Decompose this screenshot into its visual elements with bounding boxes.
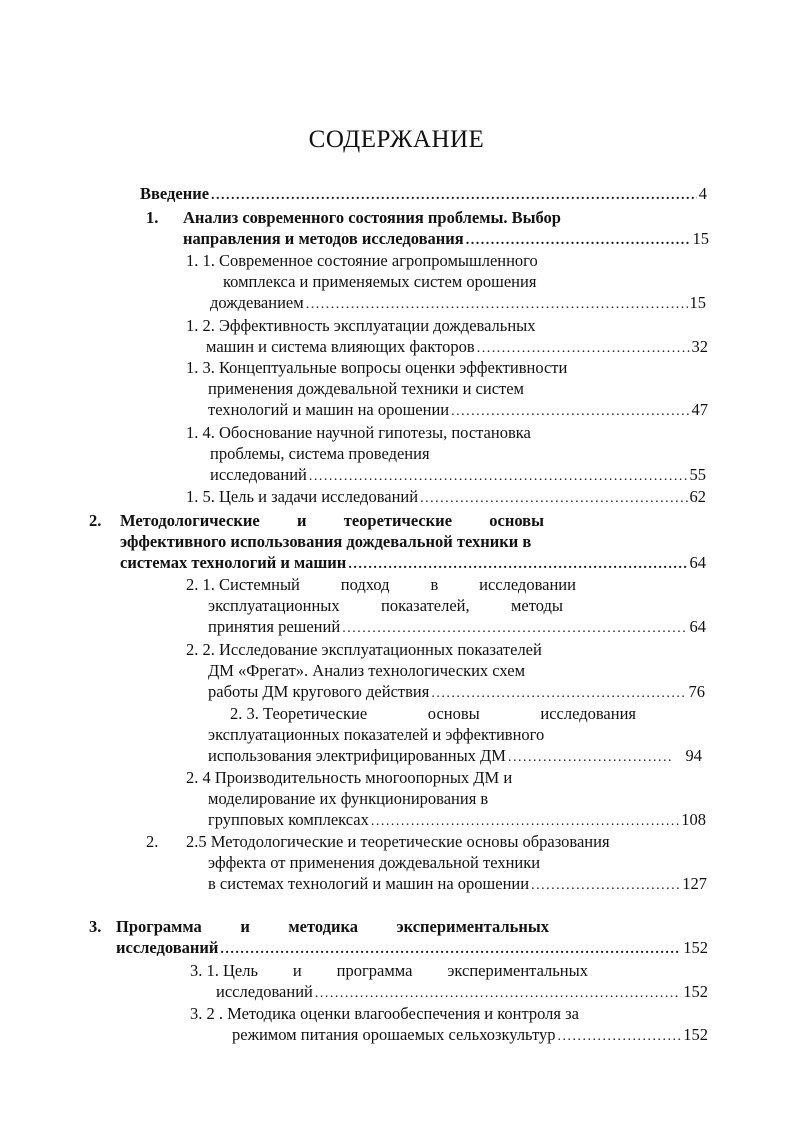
entry-word: исследования bbox=[540, 704, 636, 723]
entry-word: программа bbox=[336, 961, 413, 980]
chapter-heading bbox=[116, 917, 549, 937]
entry-word: эксплуатационных bbox=[208, 596, 340, 615]
chapter-heading: Анализ современного состояния проблемы. Выбор bbox=[183, 208, 561, 227]
toc-page-number: 55 bbox=[689, 465, 706, 484]
toc-entry-label: режимом питания орошаемых сельхозкультур bbox=[232, 1025, 556, 1044]
dot-leader bbox=[420, 489, 687, 509]
toc-entry-2-5[interactable] bbox=[208, 874, 707, 896]
entry-word: экспериментальных bbox=[447, 961, 588, 980]
dot-leader bbox=[211, 186, 697, 206]
toc-page-number: 94 bbox=[685, 746, 702, 765]
dot-leader bbox=[371, 812, 679, 832]
toc-entry-2-3[interactable] bbox=[208, 746, 702, 768]
entry-word: и bbox=[292, 961, 302, 980]
dot-leader bbox=[342, 619, 687, 639]
toc-entry-label: системах технологий и машин bbox=[120, 553, 347, 572]
toc-entry-label: Введение bbox=[140, 184, 210, 203]
chapter-heading: эффективного использования дождевальной техники в bbox=[120, 532, 532, 551]
toc-page-number: 64 bbox=[689, 553, 706, 572]
entry-word: методы bbox=[510, 596, 563, 615]
heading-word: экспериментальных bbox=[396, 917, 549, 936]
entry-word: 3. 1. Цель bbox=[190, 961, 258, 980]
toc-page-number: 32 bbox=[691, 337, 708, 356]
chapter-heading bbox=[120, 511, 544, 531]
dot-leader bbox=[220, 940, 681, 960]
toc-entry-3-1[interactable] bbox=[216, 982, 708, 1004]
toc-entry-line: комплекса и применяемых систем орошения bbox=[223, 272, 537, 291]
toc-entry-label: машин и система влияющих факторов bbox=[206, 337, 475, 356]
dot-leader bbox=[451, 402, 689, 422]
toc-entry-label: направления и методов исследования bbox=[183, 229, 464, 248]
dot-leader bbox=[477, 339, 690, 359]
dot-leader bbox=[557, 1027, 681, 1047]
toc-entry-line: 1. 3. Концептуальные вопросы оценки эффективности bbox=[186, 358, 568, 377]
toc-page-number: 64 bbox=[689, 617, 706, 636]
toc-entry-line bbox=[230, 704, 636, 724]
toc-entry-label: исследований bbox=[216, 982, 313, 1001]
dot-leader bbox=[531, 876, 680, 896]
toc-entry-line: эксплуатационных показателей и эффективного bbox=[208, 725, 545, 744]
chapter-number: 2. bbox=[146, 832, 159, 851]
heading-word: и bbox=[296, 511, 307, 530]
toc-entry-line bbox=[186, 575, 576, 595]
dot-leader bbox=[508, 748, 674, 768]
toc-entry-line bbox=[190, 961, 588, 981]
page-title: СОДЕРЖАНИЕ bbox=[308, 126, 485, 153]
chapter-number: 1. bbox=[146, 208, 159, 227]
dot-leader bbox=[315, 984, 681, 1004]
toc-entry-1-1[interactable] bbox=[210, 293, 706, 315]
toc-page-number: 15 bbox=[689, 293, 706, 312]
toc-entry-line: ДМ «Фрегат». Анализ технологических схем bbox=[208, 661, 526, 680]
dot-leader bbox=[309, 467, 688, 487]
toc-entry-line: 2. 4 Производительность многоопорных ДМ и bbox=[186, 768, 513, 787]
toc-entry-label: использования электрифицированных ДМ bbox=[208, 746, 506, 765]
toc-entry-line: 1. 4. Обоснование научной гипотезы, постановка bbox=[186, 423, 531, 442]
toc-entry-line: проблемы, система проведения bbox=[210, 444, 430, 463]
toc-entry-label: работы ДМ кругового действия bbox=[208, 682, 430, 701]
toc-entry-label: принятия решений bbox=[208, 617, 341, 636]
dot-leader bbox=[348, 555, 687, 575]
toc-entry-label: дождеванием bbox=[210, 293, 304, 312]
toc-entry-intro[interactable] bbox=[140, 184, 707, 206]
toc-page-number: 76 bbox=[688, 682, 705, 701]
entry-word: в bbox=[430, 575, 439, 594]
toc-entry-2-1[interactable] bbox=[208, 617, 706, 639]
toc-entry-line: 2. 2. Исследование эксплуатационных показателей bbox=[186, 640, 542, 659]
entry-word: показателей, bbox=[381, 596, 470, 615]
toc-page-number: 4 bbox=[698, 184, 707, 203]
chapter-number: 3. bbox=[89, 917, 102, 936]
toc-entry-line: 2.5 Методологические и теоретические основы образования bbox=[186, 832, 610, 851]
toc-entry-chapter-3[interactable] bbox=[116, 938, 708, 960]
dot-leader bbox=[466, 231, 691, 251]
toc-entry-label: групповых комплексах bbox=[208, 810, 369, 829]
entry-word: подход bbox=[340, 575, 390, 594]
entry-word: исследовании bbox=[479, 575, 576, 594]
toc-page-number: 152 bbox=[683, 1025, 708, 1044]
heading-word: и bbox=[240, 917, 250, 936]
heading-word: Программа bbox=[116, 917, 202, 936]
toc-page-number: 152 bbox=[683, 938, 708, 957]
toc-entry-1-5[interactable] bbox=[186, 487, 706, 509]
toc-entry-1-2[interactable] bbox=[206, 337, 708, 359]
dot-leader bbox=[431, 684, 686, 704]
dot-leader bbox=[306, 295, 688, 315]
entry-word: 2. 1. Системный bbox=[186, 575, 300, 594]
heading-word: Методологические bbox=[120, 511, 260, 530]
heading-word: основы bbox=[489, 511, 544, 530]
toc-page-number: 47 bbox=[691, 400, 708, 419]
toc-entry-3-2[interactable] bbox=[232, 1025, 708, 1047]
toc-page-number: 62 bbox=[689, 487, 706, 506]
toc-entry-line: эффекта от применения дождевальной техники bbox=[208, 853, 541, 872]
toc-entry-line: применения дождевальной техники и систем bbox=[208, 379, 524, 398]
heading-word: методика bbox=[288, 917, 358, 936]
toc-entry-chapter-2[interactable] bbox=[120, 553, 706, 575]
toc-entry-1-4[interactable] bbox=[210, 465, 706, 487]
toc-entry-label: 1. 5. Цель и задачи исследований bbox=[186, 487, 419, 506]
toc-entry-label: в системах технологий и машин на орошении bbox=[208, 874, 530, 893]
toc-entry-label: технологий и машин на орошении bbox=[208, 400, 450, 419]
toc-page-number: 15 bbox=[692, 229, 709, 248]
toc-entry-2-2[interactable] bbox=[208, 682, 705, 704]
toc-entry-1-3[interactable] bbox=[208, 400, 708, 422]
toc-entry-chapter-1[interactable] bbox=[183, 229, 709, 251]
chapter-number: 2. bbox=[89, 511, 102, 530]
toc-entry-line bbox=[208, 596, 563, 616]
entry-word: основы bbox=[427, 704, 480, 723]
toc-entry-line: моделирование их функционирования в bbox=[208, 789, 489, 808]
toc-page-number: 108 bbox=[681, 810, 706, 829]
heading-word: теоретические bbox=[343, 511, 453, 530]
toc-entry-label: исследований bbox=[116, 938, 219, 957]
toc-entry-label: исследований bbox=[210, 465, 307, 484]
toc-page-number: 152 bbox=[683, 982, 708, 1001]
toc-entry-2-4[interactable] bbox=[208, 810, 706, 832]
toc-page-number: 127 bbox=[682, 874, 707, 893]
toc-entry-line: 3. 2 . Методика оценки влагообеспечения и контроля за bbox=[190, 1004, 579, 1023]
toc-entry-line: 1. 2. Эффективность эксплуатации дождевальных bbox=[186, 316, 536, 335]
entry-word: 2. 3. Теоретические bbox=[230, 704, 368, 723]
toc-entry-line: 1. 1. Современное состояние агропромышленного bbox=[186, 251, 538, 270]
